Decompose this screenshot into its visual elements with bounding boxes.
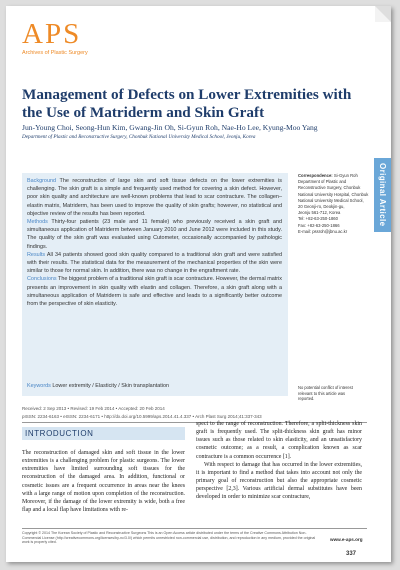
correspondence-line: National University Medical School, bbox=[298, 197, 364, 203]
correspondence-line: 20 Geonji-ro, Deokjin-gu, bbox=[298, 204, 345, 210]
article-identifiers: pISSN: 2234-6163 • eISSN: 2234-6171 • http://dx.doi.org/10.5999/aps.2014.41.4.337 • Arch Plast Surg 2014;41:337-343 bbox=[22, 414, 262, 419]
background-label: Background bbox=[27, 178, 57, 184]
correspondence-email[interactable]: E-mail: pssroh@jbnu.ac.kr bbox=[298, 228, 348, 234]
conflict-of-interest-note: No potential conflict of interest relevant to this article was reported. bbox=[298, 385, 353, 402]
page-number: 337 bbox=[346, 551, 357, 557]
body-paragraph: With respect to damage that has occurred in the lower extremities, it is important to find a method that takes into account not only the primary goal of reconstruction but also the appropriate cosmetic perspective [2,3]. Various artificial dermal substitutes have been developed in order to minimize scar contracture, bbox=[196, 461, 362, 501]
article-dates: Received: 2 Sep 2013 • Revised: 19 Feb 2014 • Accepted: 20 Feb 2014 bbox=[22, 406, 165, 411]
correspondence-name: Si-Gyun Roh bbox=[332, 173, 358, 178]
conclusions-label: Conclusions bbox=[27, 276, 57, 283]
journal-logo-text: APS bbox=[22, 18, 82, 50]
body-paragraph: spect to the range of reconstruction. Therefore, a split-thickness skin graft is frequently used. The split-thickness skin graft has minor issues such as those related to skin elasticity, and an unsatisfactory cosmetic outcome; as a result, a complication known as scar contracture is a common occurrence [1]. bbox=[196, 421, 362, 460]
footer-divider bbox=[22, 528, 367, 529]
correspondence-line: Jeonju 561-712, Korea bbox=[298, 210, 341, 216]
correspondence-line: Department of Plastic and bbox=[298, 179, 347, 185]
body-column-right bbox=[196, 420, 362, 502]
abstract-box bbox=[22, 173, 288, 396]
background-text: The reconstruction of large skin and soft tissue defects on the lower extremities is challenging. The skin graft is a simple and frequently used method for covering a skin defect. However, poor skin quality and architecture are well-known problems that lead to scar contracture. The collagen–elastin matrix, Matriderm, has been used to improve the quality of skin grafts; however, no statistical and objective review of the results has been reported. bbox=[27, 178, 282, 217]
methods-label: Methods bbox=[27, 219, 48, 226]
keywords-text: Lower extremity / Elasticity / Skin transplantation bbox=[50, 383, 170, 389]
article-type-tab bbox=[374, 158, 391, 232]
body-column-left bbox=[22, 449, 185, 514]
correspondence-block bbox=[298, 173, 369, 235]
keywords-label: Keywords bbox=[27, 383, 51, 389]
abstract-background bbox=[27, 177, 282, 218]
journal-logo bbox=[22, 20, 88, 56]
abstract-conclusions bbox=[27, 275, 282, 308]
body-paragraph: The reconstruction of damaged skin and soft tissue in the lower extremities is a challenging problem for plastic surgeons. The lower extremities have limited surrounding soft tissues for the reconstruction of the damaged area. In addition, functional or cosmetic issues are a frequent occurrence in areas near the knees with a large range of motion upon completion of the reconstruction. Moreover, if the damage of the lower extremity is wide, both a free flap and a local flap have limitations with re- bbox=[22, 450, 185, 514]
author-list: Jun-Young Choi, Seong-Hun Kim, Gwang-Jin Oh, Si-Gyun Roh, Nae-Ho Lee, Kyung-Moo Yang bbox=[22, 123, 318, 132]
journal-name: Archives of Plastic Surgery bbox=[22, 50, 88, 56]
journal-website-link[interactable]: www.e-aps.org bbox=[330, 537, 363, 542]
correspondence-line: National University Hospital, Chonbuk bbox=[298, 191, 369, 197]
copyright-notice: Copyright © 2014 The Korean Society of Plastic and Reconstructive Surgeons This is an Open Access article distributed under the terms of the Creative Commons Attribution Non-Commercial License (http://creativecommons.org/licenses/by-nc/3.0/) which permits unrestricted non-commercial use, distribution, and reproduction in any medium, provided the original work is properly cited. bbox=[22, 531, 316, 545]
article-title: Management of Defects on Lower Extremities with the Use of Matriderm and Skin Graft bbox=[22, 86, 352, 121]
affiliation: Department of Plastic and Reconstructive Surgery, Chonbuk National University Medical School, Jeonju, Korea bbox=[22, 133, 256, 140]
abstract-keywords bbox=[27, 382, 169, 390]
article-type-label: Original Article bbox=[378, 163, 387, 227]
abstract-methods bbox=[27, 218, 282, 251]
page-curl bbox=[375, 6, 391, 22]
article-page bbox=[6, 6, 391, 562]
results-text: All 34 patients showed good skin quality compared to a traditional skin graft and were satisfied with their results. The statistical data for the measurement of the mechanical properties of the skin were similar to those for normal skin. In addition, there was no change in the engraftment rate. bbox=[27, 251, 282, 275]
correspondence-label: Correspondence: bbox=[298, 173, 333, 178]
section-heading-introduction: INTRODUCTION bbox=[22, 427, 185, 440]
methods-text: Thirty-four patients (23 male and 11 female) who previously received a skin graft and simultaneous application of Matriderm between January 2010 and June 2012 were included in this study. The quality of the skin graft was evaluated using Cutometer, occasionally accompanied by pathologic findings. bbox=[27, 219, 282, 250]
abstract-results bbox=[27, 251, 282, 276]
correspondence-line: Reconstructive Surgery, Chonbuk bbox=[298, 185, 361, 191]
correspondence-fax: Fax: +82-63-250-1866 bbox=[298, 222, 340, 228]
correspondence-tel: Tel: +82-63-250-1860 bbox=[298, 216, 338, 222]
conclusions-text: The biggest problem of a traditional skin graft is scar contracture. However, the dermal matrix presents an improvement in skin quality with elastin and collagen. Therefore, a skin graft along with a simultaneous application of Matriderm is safe and effective and leads to a significantly better outcome from the perspective of skin elasticity. bbox=[27, 276, 282, 308]
results-label: Results bbox=[27, 251, 46, 258]
